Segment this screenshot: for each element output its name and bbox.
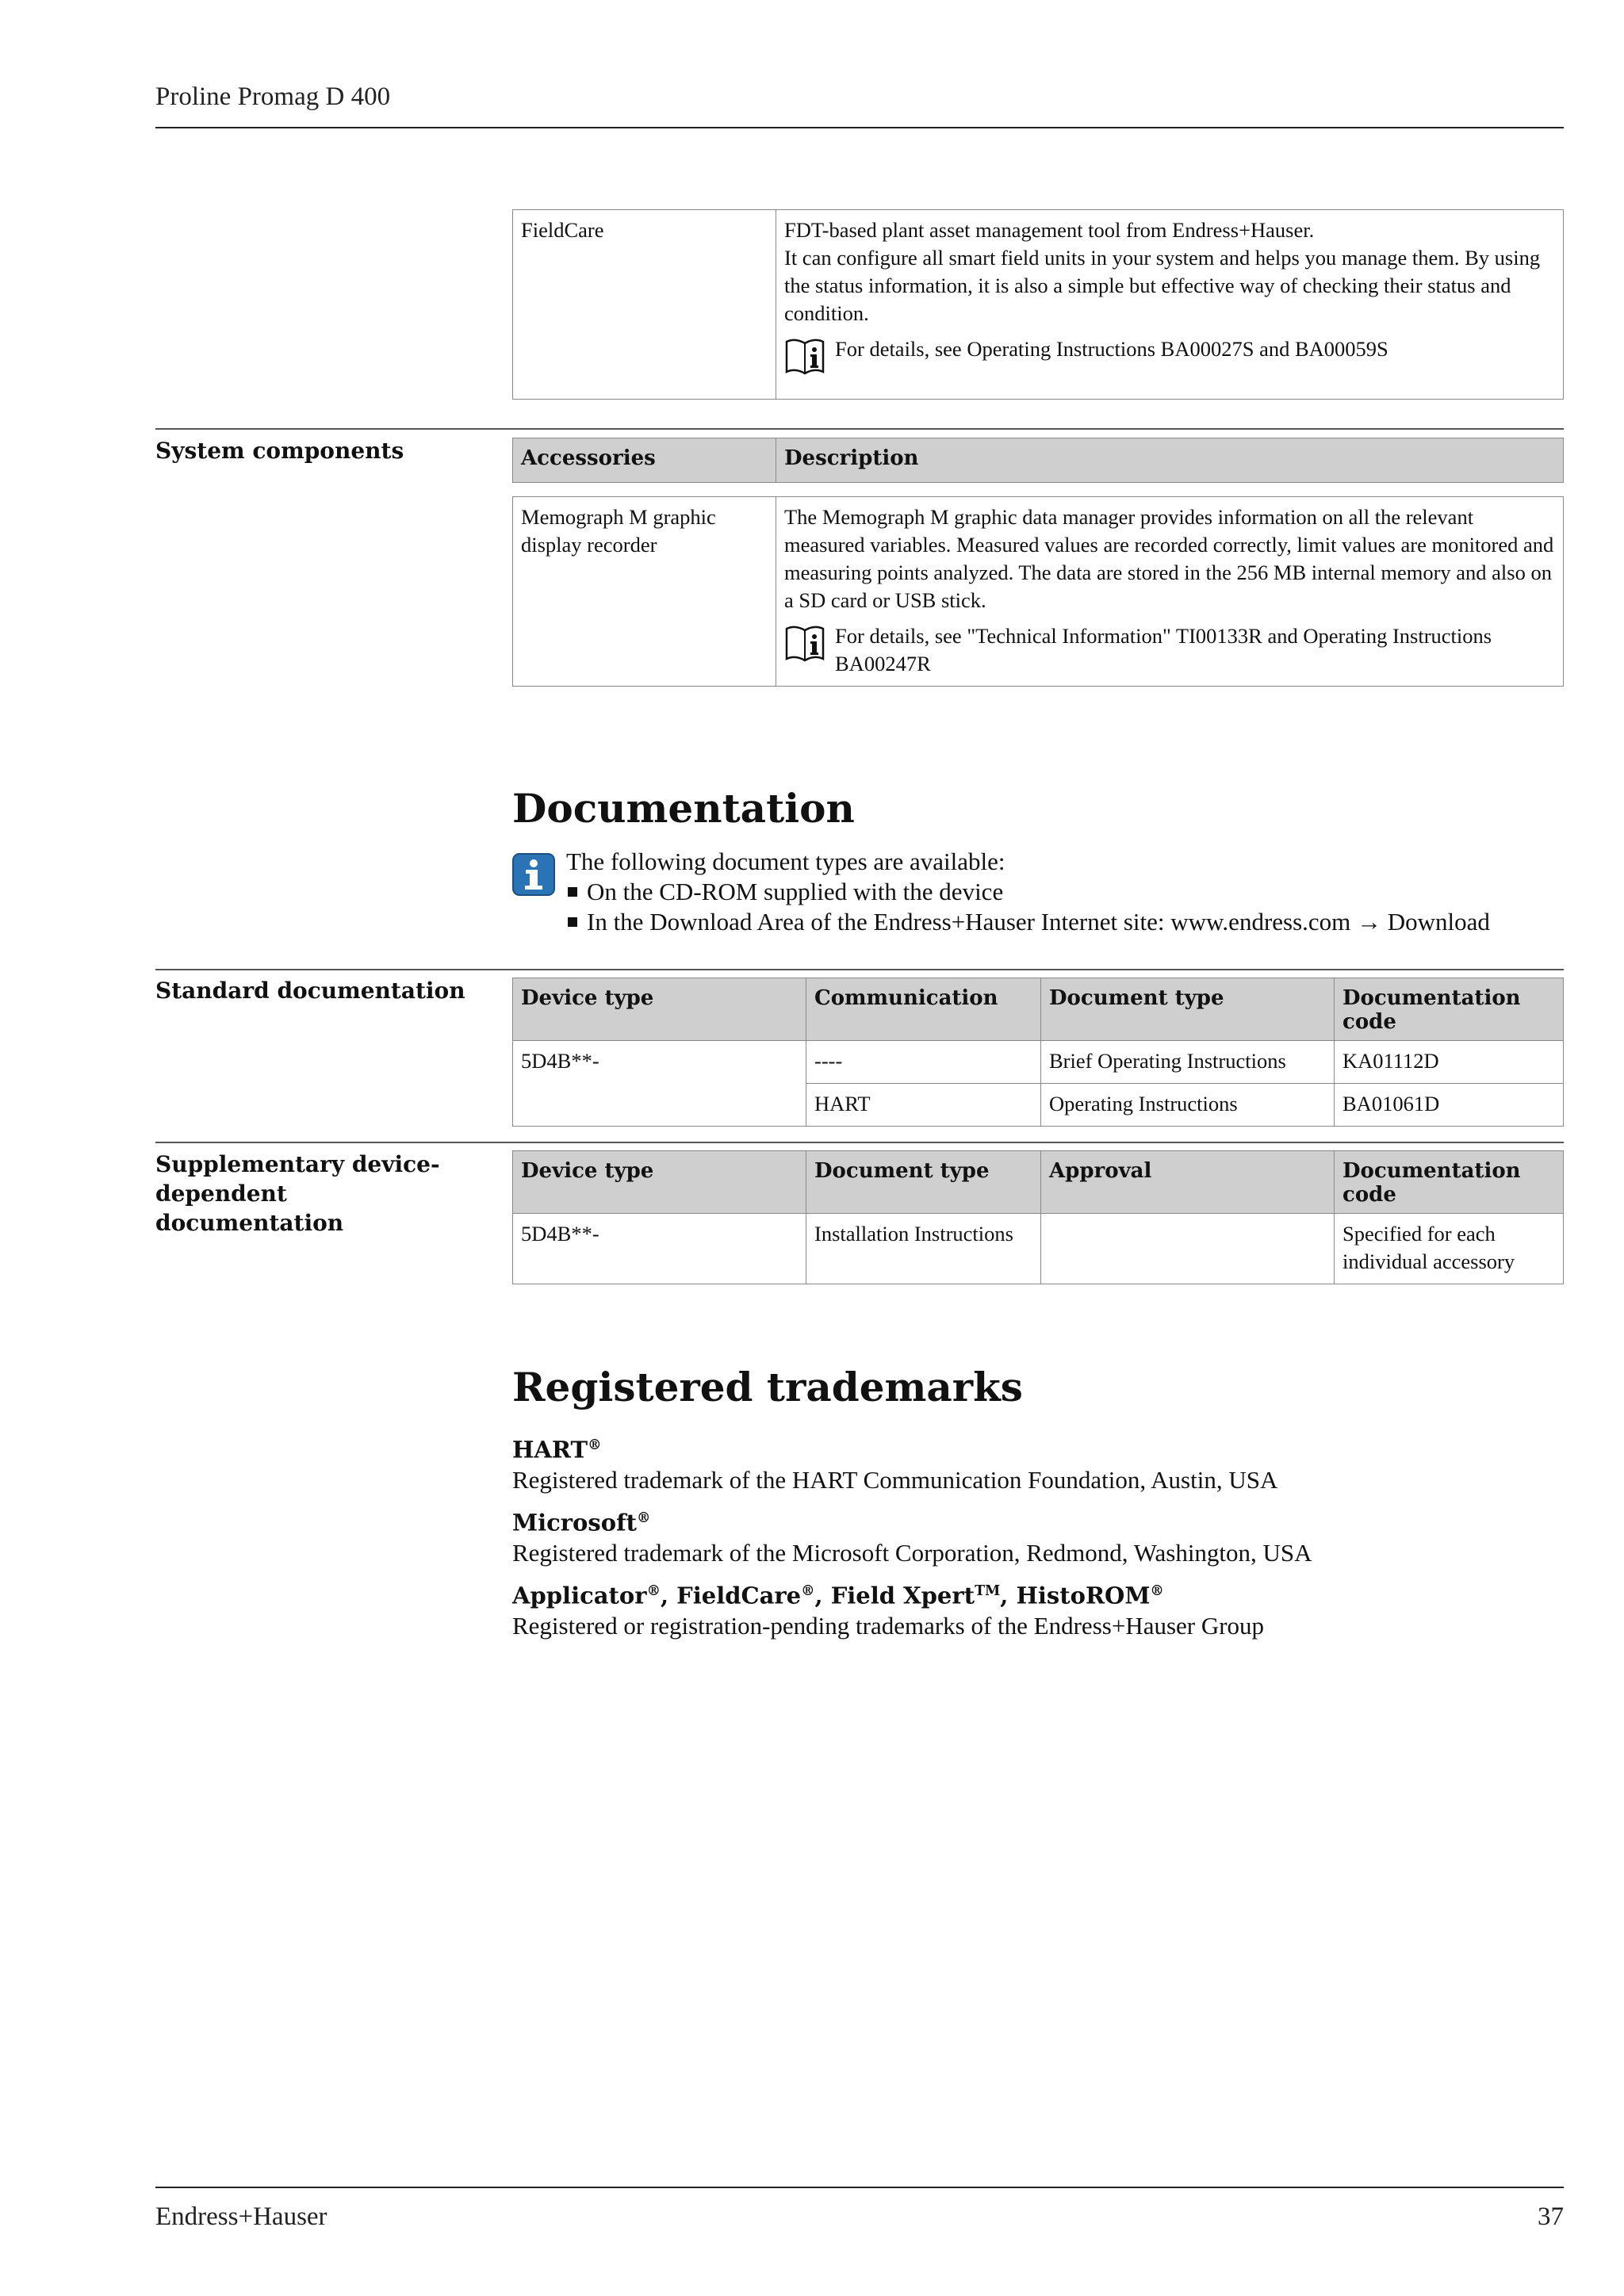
column-header: Description <box>776 438 1564 483</box>
tm-mark: TM <box>975 1583 1001 1599</box>
trademark-name: FieldCare <box>676 1582 802 1609</box>
trademark-name: Applicator <box>512 1582 647 1609</box>
footer-company: Endress+Hauser <box>155 2202 327 2231</box>
trademark-hart <box>512 1430 1564 1495</box>
column-header: Document type <box>1041 978 1335 1041</box>
approval-cell <box>1041 1214 1335 1284</box>
accessory-name: Memograph M graphic display recorder <box>513 497 776 687</box>
trademark-name: HistoROM <box>1016 1582 1151 1609</box>
fieldcare-desc-line-2: It can configure all smart field units in your system and helps you manage them. By using the status information, it is also a simple but effective way of checking their status and condition. <box>784 246 1541 325</box>
section-rule <box>155 1142 1564 1143</box>
documentation-code-cell: BA01061D <box>1335 1084 1564 1127</box>
column-header: Communication <box>806 978 1041 1041</box>
column-header: Accessories <box>513 438 776 483</box>
document-type-cell: Brief Operating Instructions <box>1041 1041 1335 1084</box>
section-rule <box>155 428 1564 430</box>
table-row <box>513 210 1564 400</box>
trademark-description: Registered trademark of the Microsoft Corporation, Redmond, Washington, USA <box>512 1538 1312 1567</box>
table-row <box>513 1214 1564 1284</box>
accessory-description <box>776 497 1564 687</box>
trademark-description: Registered trademark of the HART Communication Foundation, Austin, USA <box>512 1465 1278 1494</box>
page-number: 37 <box>1538 2202 1564 2231</box>
registered-mark: ® <box>801 1583 815 1599</box>
fieldcare-note-text: For details, see Operating Instructions BA00027S and BA00059S <box>835 337 1388 361</box>
accessory-note <box>784 622 1555 678</box>
document-type-cell: Installation Instructions <box>806 1214 1041 1284</box>
trademark-name: Field Xpert <box>830 1582 975 1609</box>
column-header: Documentation code <box>1335 1151 1564 1214</box>
documentation-title: Documentation <box>512 785 855 832</box>
fieldcare-desc-line-1: FDT-based plant asset management tool from Endress+Hauser. <box>784 218 1315 242</box>
column-header: Approval <box>1041 1151 1335 1214</box>
info-icon <box>512 853 555 896</box>
footer-rule <box>155 2187 1564 2188</box>
accessory-note-text: For details, see "Technical Information" TI00133R and Operating Instructions BA00247R <box>835 624 1492 675</box>
documentation-bullets <box>566 877 1564 937</box>
table-row <box>513 1041 1564 1084</box>
header-rule <box>155 127 1564 128</box>
trademark-name: HART <box>512 1436 588 1464</box>
book-info-icon <box>784 622 825 664</box>
supplementary-documentation-table <box>512 1150 1564 1284</box>
system-components-header-table <box>512 438 1564 483</box>
registered-mark: ® <box>1150 1583 1164 1599</box>
communication-cell: HART <box>806 1084 1041 1127</box>
system-components-table <box>512 496 1564 687</box>
documentation-code-cell: KA01112D <box>1335 1041 1564 1084</box>
fieldcare-table <box>512 209 1564 400</box>
trademarks-title: Registered trademarks <box>512 1364 1023 1410</box>
trademark-endress: Applicator®, FieldCare®, Field Xpert™, HistoROM® Registered or registration-pending trademarks of the Endress+Hauser Group <box>512 1576 1564 1641</box>
standard-documentation-label: Standard documentation <box>155 978 465 1004</box>
standard-documentation-table <box>512 978 1564 1127</box>
trademark-microsoft <box>512 1503 1564 1568</box>
column-header: Documentation code <box>1335 978 1564 1041</box>
registered-mark: ® <box>588 1437 602 1453</box>
trademark-name: Microsoft <box>512 1509 637 1536</box>
registered-mark: ® <box>646 1583 661 1599</box>
device-type-cell: 5D4B**- <box>513 1041 806 1127</box>
list-item: On the CD-ROM supplied with the device <box>566 877 1564 907</box>
registered-mark: ® <box>636 1510 651 1526</box>
accessory-desc-text: The Memograph M graphic data manager provides information on all the relevant measured variables. Measured values are recorded correctly, limit values are monitored and measuring points analyzed. The data are stored in the 256 MB internal memory and also on a SD card or USB stick. <box>784 505 1554 612</box>
table-row <box>513 497 1564 687</box>
documentation-code-cell: Specified for each individual accessory <box>1335 1214 1564 1284</box>
fieldcare-note <box>784 335 1555 377</box>
documentation-intro: The following document types are available: <box>566 848 1005 875</box>
document-type-cell: Operating Instructions <box>1041 1084 1335 1127</box>
running-header: Proline Promag D 400 <box>155 82 391 111</box>
column-header: Device type <box>513 978 806 1041</box>
device-type-cell: 5D4B**- <box>513 1214 806 1284</box>
fieldcare-name: FieldCare <box>513 210 776 400</box>
book-info-icon <box>784 335 825 377</box>
section-rule <box>155 969 1564 970</box>
column-header: Document type <box>806 1151 1041 1214</box>
communication-cell: ---- <box>806 1041 1041 1084</box>
documentation-info <box>512 847 1564 937</box>
trademark-description: Registered or registration-pending trademarks of the Endress+Hauser Group <box>512 1611 1265 1640</box>
fieldcare-description <box>776 210 1564 400</box>
supplementary-documentation-label: Supplementary device-dependent documentation <box>155 1151 440 1236</box>
system-components-label: System components <box>155 438 404 464</box>
list-item: In the Download Area of the Endress+Hauser Internet site: www.endress.com → Download <box>566 907 1564 937</box>
column-header: Device type <box>513 1151 806 1214</box>
